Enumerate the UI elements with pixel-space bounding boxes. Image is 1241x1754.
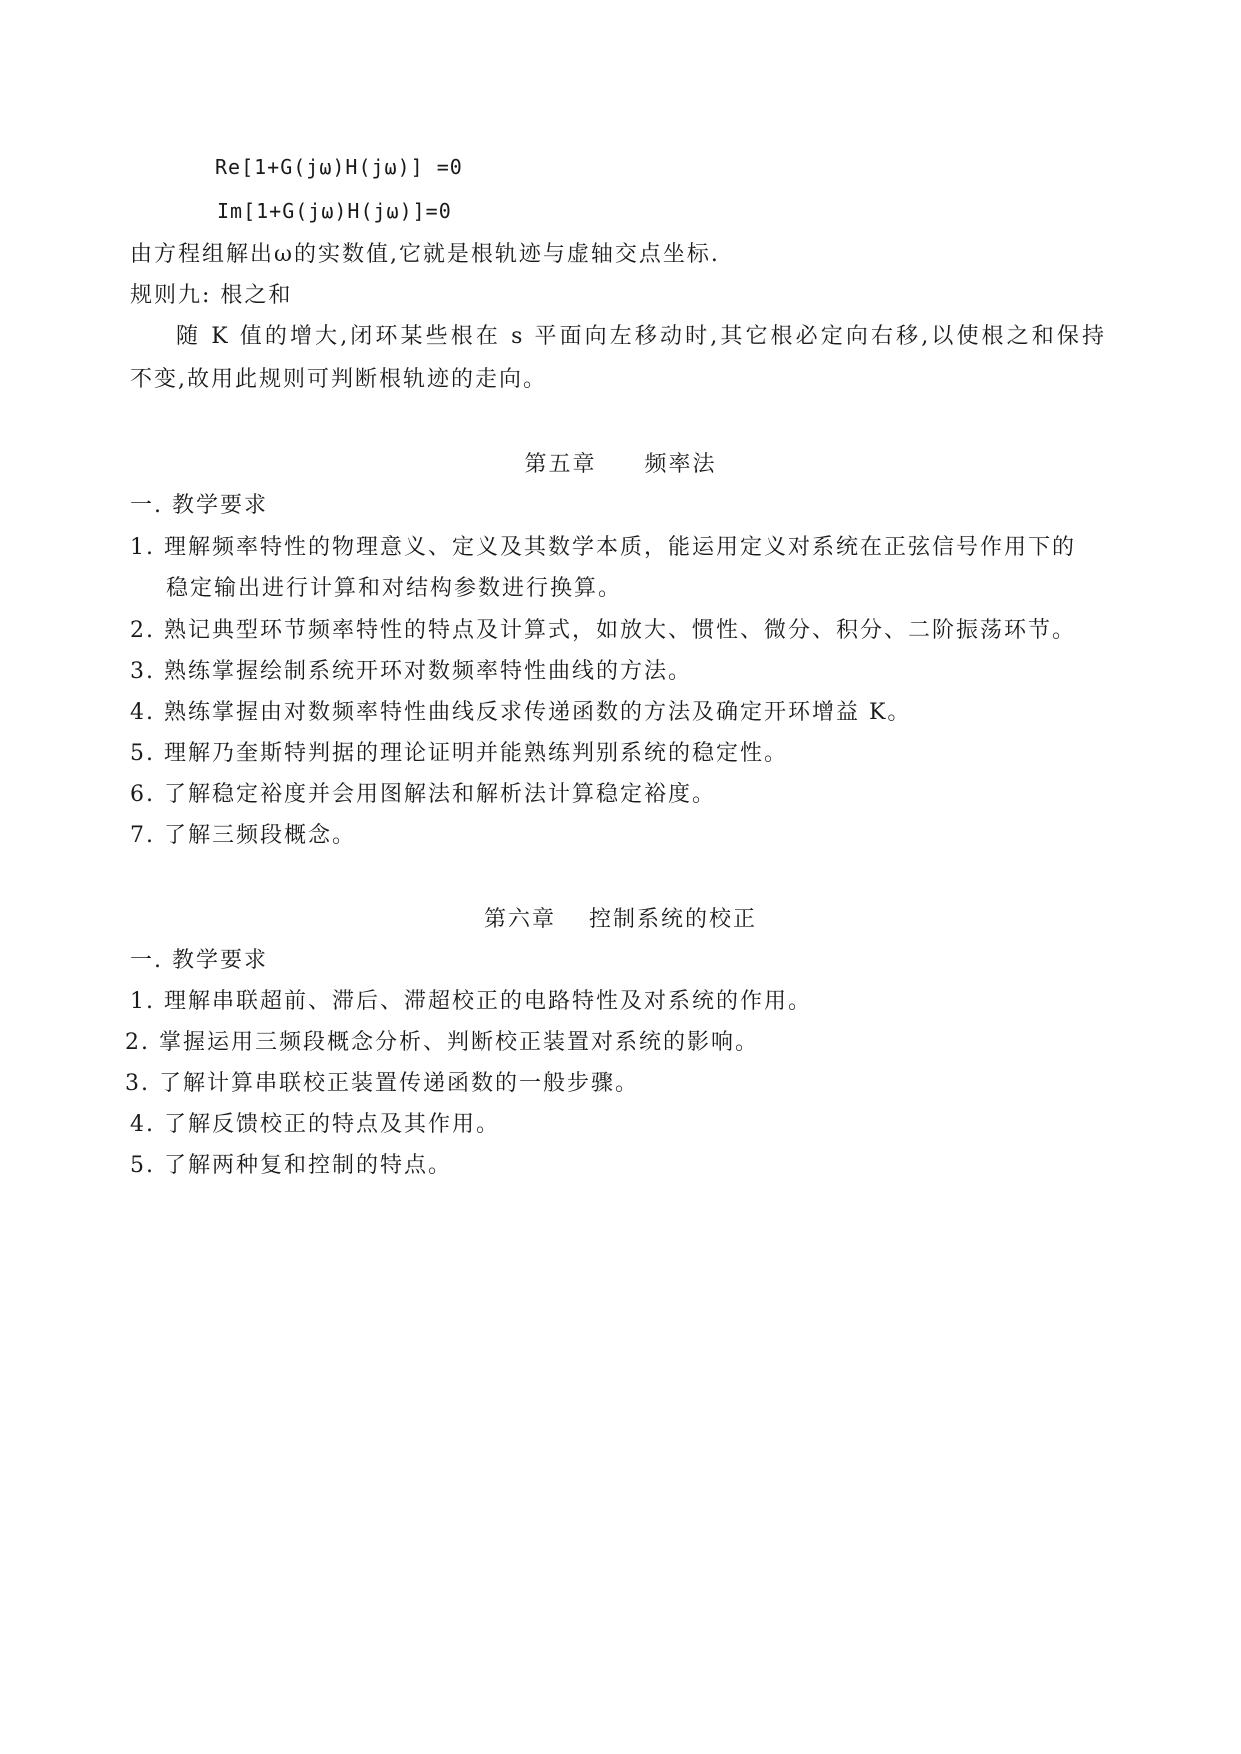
chapter5-item-4: 4. 熟练掌握由对数频率特性曲线反求传递函数的方法及确定开环增益 K。 bbox=[130, 700, 912, 725]
chapter6-item-3: 3. 了解计算串联校正装置传递函数的一般步骤。 bbox=[125, 1071, 639, 1096]
chapter6-item-4: 4. 了解反馈校正的特点及其作用。 bbox=[130, 1112, 500, 1137]
rule9-line-1: 随 K 值的增大,闭环某些根在 s 平面向左移动时,其它根必定向右移,以使根之和保持 bbox=[176, 324, 1106, 349]
chapter5-item-2: 2. 熟记典型环节频率特性的特点及计算式，如放大、惯性、微分、积分、二阶振荡环节。 bbox=[130, 618, 1076, 643]
chapter5-item-7: 7. 了解三频段概念。 bbox=[130, 823, 356, 848]
chapter5-item-6: 6. 了解稳定裕度并会用图解法和解析法计算稳定裕度。 bbox=[130, 782, 716, 807]
chapter6-section-heading: 一. 教学要求 bbox=[130, 948, 268, 973]
chapter6-title: 第六章 控制系统的校正 bbox=[484, 907, 757, 932]
rule9-line-2: 不变,故用此规则可判断根轨迹的走向。 bbox=[130, 367, 547, 392]
rule9-title: 规则九: 根之和 bbox=[130, 283, 293, 308]
chapter6-item-5: 5. 了解两种复和控制的特点。 bbox=[130, 1153, 452, 1178]
equation-imag-part: Im[1+G(jω)H(jω)]=0 bbox=[217, 199, 452, 223]
chapter5-item-3: 3. 熟练掌握绘制系统开环对数频率特性曲线的方法。 bbox=[130, 659, 692, 684]
chapter5-item-1-cont: 稳定输出进行计算和对结构参数进行换算。 bbox=[166, 576, 623, 601]
chapter5-section-heading: 一. 教学要求 bbox=[130, 493, 268, 518]
solve-text: 由方程组解出ω的实数值,它就是根轨迹与虚轴交点坐标. bbox=[130, 242, 720, 267]
chapter5-item-1: 1. 理解频率特性的物理意义、定义及其数学本质，能运用定义对系统在正弦信号作用下的 bbox=[130, 535, 1076, 560]
chapter5-item-5: 5. 理解乃奎斯特判据的理论证明并能熟练判别系统的稳定性。 bbox=[130, 741, 788, 766]
equation-real-part: Re[1+G(jω)H(jω)] =0 bbox=[215, 155, 463, 179]
chapter6-item-2: 2. 掌握运用三频段概念分析、判断校正装置对系统的影响。 bbox=[125, 1030, 759, 1055]
chapter6-item-1: 1. 理解串联超前、滞后、滞超校正的电路特性及对系统的作用。 bbox=[130, 989, 812, 1014]
chapter5-title: 第五章 频率法 bbox=[524, 452, 717, 477]
